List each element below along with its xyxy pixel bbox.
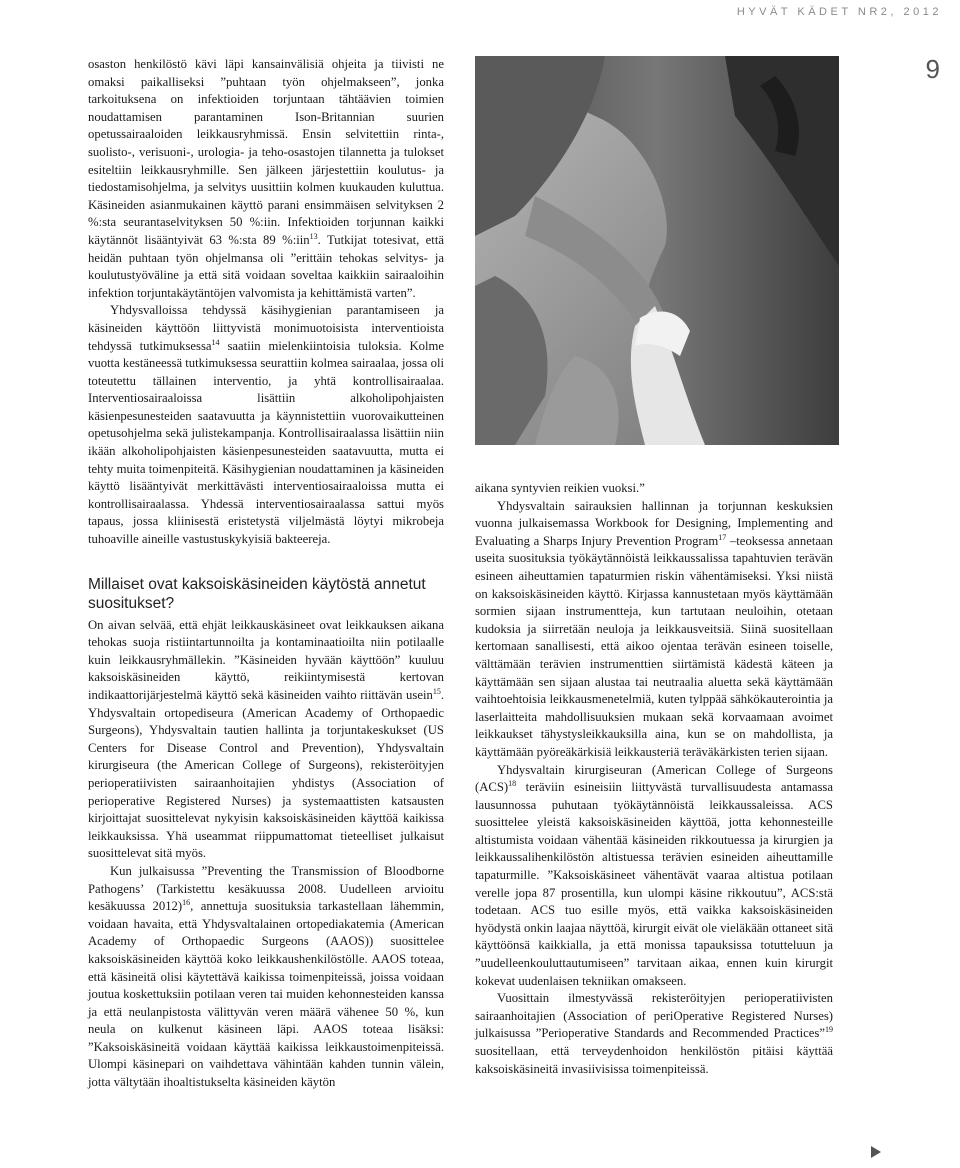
aorn-paragraph: Vuosittain ilmestyvässä rekisteröityjen perioperatiivisten sairaanhoitajien (Association of periOperative Registered Nurses) julkaisussa ”Perioperative Standards and Recommended Practices”$^{19}$ suositellaan, että terveydenhoidon henkilöstön pitäisi käyttää kaksoiskäsineitä invasiivisissa toimenpiteissä. — [475, 991, 833, 1076]
continuation-paragraph: aikana syntyvien reikien vuoksi.” — [475, 481, 645, 495]
reference-number: 16 — [182, 898, 191, 908]
magazine-header: HYVÄT KÄDET NR2, 2012 — [736, 6, 942, 18]
reference-number: 17 — [718, 532, 727, 542]
reference-number: 18 — [508, 779, 517, 789]
reference-number: 15 — [432, 687, 441, 696]
triangle-right-icon — [871, 1146, 881, 1158]
surgeon-gloving-photo — [475, 56, 839, 445]
page-number: 9 — [925, 54, 940, 84]
right-column — [475, 480, 833, 1078]
sharps-workbook-paragraph: Yhdysvaltain sairauksien hallinnan ja torjunnan keskuksien vuonna julkaisemassa Workbook for Designing, Implementing and Evaluating a Sharps Injury Prevention Program$^{17}$ –teoksessa annetaan useita suosituksia työkäytännöistä leikkaussalissa tapahtuvien terävän esineen aiheuttamien tapaturmien riskin vähentämiseksi. Yksi niistä on kaksoiskäsineiden käyttö. Kirjassa kannustetaan myös käyttämään sormien sijaan instrumentteja, kun tartutaan neuloihin, otetaan kudoksia ja siirretään neuloja ja leikkausveitsiä. Siinä suositellaan kertomaan sanallisesti, että aikoo ojentaa terävän esineen toiselle, välttämään terävien instrumenttien siirtämistä kädestä käteen ja käyttämään sen sijaan alustaa tai neutraalia aluetta sekä käyttämään vaihtoehtoisia leikkausmenetelmiä, kuten tylppää sähkökauterointia ja laserlaitteita mahdollisuuksien mukaan sekä korvaamaan avoimet leikkaukset tähystysleikkauksilla aina, kun se on mahdollista, ja käyttämään pyöreäkärkisiä leikkausteriä teräväkärkisten terien sijaan. — [475, 498, 833, 759]
left-column — [88, 56, 444, 1092]
recommendations-paragraph: On aivan selvää, että ehjät leikkauskäsineet ovat leikkauksen aikana tehokas suoja ristiintartunnoilta ja kontaminaatioilta niin potilaalle kuin leikkausryhmällekin. ”Käsineiden hyvään käyttöön” kuuluu kaksoiskäsineiden käyttö, reikiintymisestä kertovan indikaattorijärjestelmä käyttö sekä käsineiden vaihto riittävän usein$^{15}$. Yhdysvaltain ortopediseura (American Academy of Orthopaedic Surgeons), Yhdysvaltain tautien hallinta ja torjuntakeskukset (US Centers for Disease Control and Prevention), Yhdysvaltain kirurgiseura (the American College of Surgeons), rekisteröityjen perioperatiivisten sairaanhoitajien yhdistys (Association of perioperative Registered Nurses) ja systemaattisten katsausten kirjoittajat suosittelevat nykyisin kaksoiskäsineiden käyttöä kaikissa leikkauksissa. Yhä useammat riippumattomat tieteelliset julkaisut suosittelevat sitä myös. — [88, 617, 444, 861]
reference-number: 19 — [825, 1025, 833, 1035]
intro-paragraph: osaston henkilöstö kävi läpi kansainvälisiä ohjeita ja tiivisti ne omaksi paikalliseksi ”puhtaan työn ohjelmakseen”, jonka tarkoituksena on infektioiden torjuntaan tähtäävien toimien noudattamisen parantaminen Ison-Britannian suurien opetussairaaloiden leikkausryhmissä. Ensin selvitettiin rinta-, suolisto-, verisuoni-, urologia- ja teho-osastojen tilannetta ja tulokset esiteltiin leikkausryhmille. Sen jälkeen järjestettiin koulutus- ja tiedostamisohjelma, ja selvitys uusittiin kolmen kuukauden kuluttua. Käsineiden asianmukainen käyttö parani ensimmäisen selvityksen 2 %:sta seurantaselvityksen 50 %:iin. Infektioiden torjunnan kaikki käytännöt lisääntyivät 63 %:sta 89 %:iin$^{13}$. Tutkijat totesivat, että heidän puhtaan työn ohjelmansa oli ”erittäin tehokas selvitys- ja koulutustyöväline ja että sitä voidaan soveltaa kaikkiin sairaaloihin infektion torjuntakäytäntöjen valvomista ja kehittämistä varten”. — [88, 57, 444, 300]
acs-paragraph: Yhdysvaltain kirurgiseuran (American College of Surgeons (ACS)$^{18}$ teräviin esineisiin liittyvästä turvallisuudesta antamassa lausunnossa puhutaan työkäytännöistä leikkaussaleissa. ACS suosittelee yleistä kaksoiskäsineiden käyttöä, jotta kehonnesteille altistumista voidaan vähentää käsineiden rikkoutuessa ja kirurgien ja leikkaussalihenkilöstön altistuessa terävien esineiden aiheuttamille tapaturmille. ”Kaksoiskäsineet vähentävät vaaraa altistua potilaan verelle jopa 87 prosentilla, kun ulompi käsine rikkoutuu”, ACS:stä todetaan. ACS tuo esille myös, että vaikka kaksoiskäsineiden hyödystä onkin laajaa näyttöä, kirurgit eivät ole vieläkään ottaneet sitä käyttöönsä kaikkialla, ja että monissa tapauksissa totutteluun ja ”uudelleenkouluttautumiseen” tarvitaan aikaa, ennen kuin kirurgit kokevat uudenlaisen tekniikan omakseen. — [475, 762, 833, 988]
aaos-paragraph: Kun julkaisussa ”Preventing the Transmission of Bloodborne Pathogens’ (Tarkistettu kesäkuussa 2008. Uudelleen arvioitu kesäkuussa 2012)$^{16}$, annettuja suosituksia tarkastellaan lähemmin, voidaan havaita, että Yhdysvaltalainen ortopediakatemia (American Academy of Orthopaedic Surgeons (AAOS)) suosittelee kaksoiskäsineiden käyttöä koko leikkaushenkilöstölle. AAOS toteaa, että käsineitä olisi käytettävä kaikissa toimenpiteissä, joissa voidaan joutua koskettuksiin potilaan veren tai muiden kehonnesteiden kanssa ja että neulanpistosta välittyvän veren määrä vähenee 50 %, kun neula on kulkenut käsineen läpi. AAOS toteaa lisäksi: ”Kaksoiskäsineitä voidaan käyttää kaikissa leikkaustoimenpiteissä. Ulompi käsinepari on vaihdettava vähintään kahden tunnin välein, jotta vältytään ihoaltistukselta käsineiden käytön — [88, 863, 444, 1090]
usa-study-paragraph: Yhdysvalloissa tehdyssä käsihygienian parantamiseen ja käsineiden käyttöön liittyvistä monimuotoisista interventioista tehdyssä tutkimuksessa$^{14}$ saatiin mielenkiintoisia tuloksia. Kolme vuotta kestäneessä tutkimuksessa seurattiin kolmea sairaalaa, jossa oli toteutettu tällainen interventio, ja yhtä kontrollisairaalaa. Interventiosairaaloissa lisättiin alkoholipohjaisten käsienpesunesteiden saatavuutta ja käynnistettiin vuorovaikutteinen opetusohjelma sekä julistekampanja. Kontrollisairaalassa lisättiin niin ikään alkoholipohjaisten käsienpesunesteiden saatavuutta, mutta ei tehty muita toimenpiteitä. Käsihygienian noudattaminen ja käsineiden käyttö lisääntyivät merkittävästi interventiosairaaloissa mutta ei kontrollisairaalassa. Yhdessä interventiosairaalassa sattui myös tapaus, jossa kliinisestä eristetystä viljelmästä löytyi mikrobeja tuhoaville aineille vastustuskykyisiä bakteereja. — [88, 303, 445, 547]
reference-number: 14 — [211, 337, 220, 347]
reference-number: 13 — [309, 231, 318, 241]
section-heading: Millaiset ovat kaksoiskäsineiden käytöstä annetut suositukset? — [88, 575, 426, 612]
